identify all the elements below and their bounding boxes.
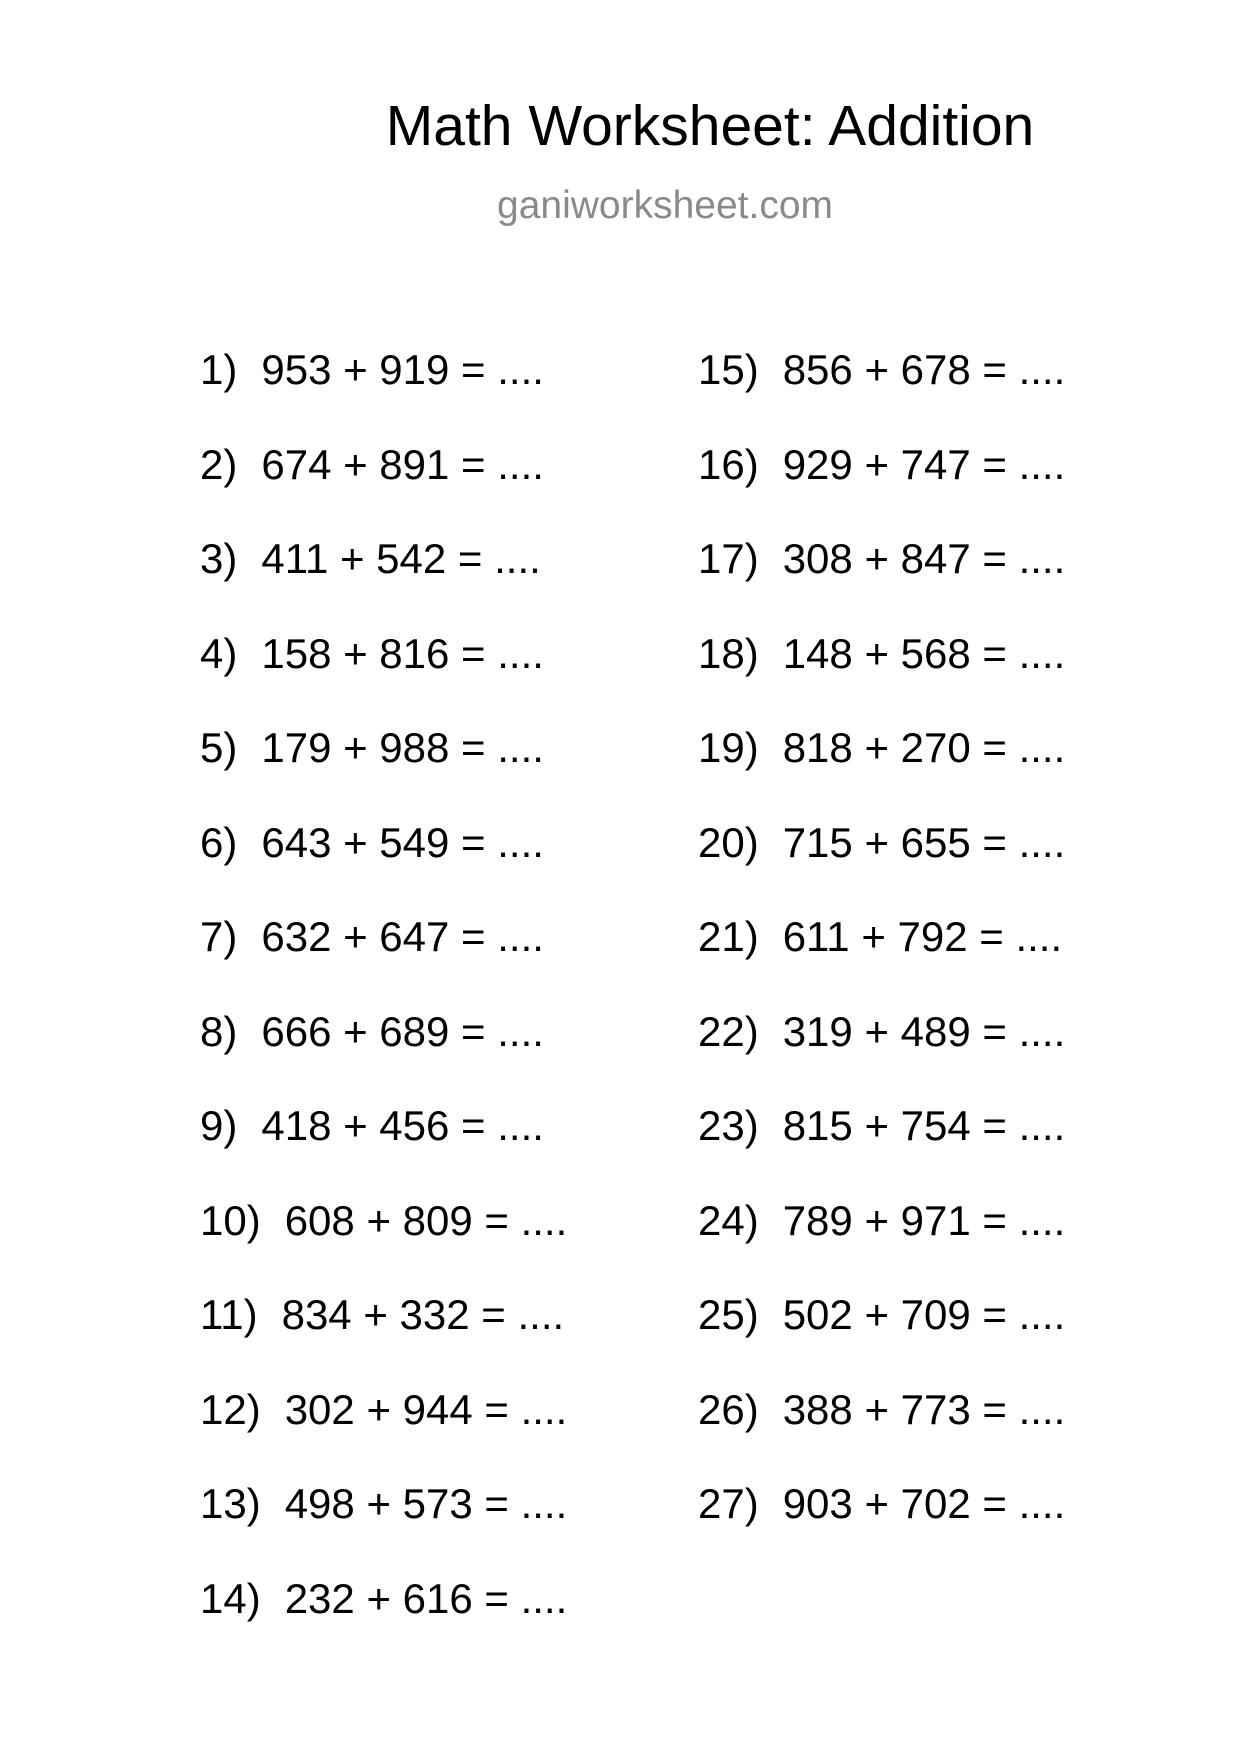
problem-row [698, 1007, 1066, 1106]
problem-number: 1) [200, 346, 238, 393]
problem-expression: 418 + 456 = .... [261, 1102, 544, 1149]
problem-expression: 302 + 944 = .... [284, 1385, 568, 1433]
problem-row [200, 913, 567, 1011]
problem-number: 7) [200, 913, 238, 960]
problem-row [200, 440, 567, 539]
problem-row [200, 1385, 568, 1484]
problem-number: 23) [698, 1102, 759, 1149]
problem-row [698, 1385, 1066, 1484]
source-website: ganiworksheet.com [497, 184, 833, 227]
problem-expression: 815 + 754 = .... [782, 1102, 1066, 1149]
problem-number: 16) [698, 440, 759, 488]
problem-number: 4) [200, 629, 238, 677]
problem-expression: 674 + 891 = .... [261, 440, 544, 488]
problem-row [200, 724, 567, 822]
problem-expression: 856 + 678 = .... [782, 346, 1066, 393]
problem-row [200, 1291, 567, 1389]
problem-row [698, 1102, 1066, 1200]
problem-row [698, 724, 1066, 822]
problem-expression: 903 + 702 = .... [782, 1480, 1066, 1527]
problem-row [698, 818, 1066, 917]
problem-number: 24) [698, 1196, 759, 1244]
problem-expression: 818 + 270 = .... [782, 724, 1066, 771]
problem-column-right [698, 346, 1066, 1578]
problem-number: 6) [200, 818, 238, 866]
problem-row [698, 629, 1066, 728]
problem-expression: 232 + 616 = .... [284, 1574, 568, 1622]
problem-row [200, 818, 567, 917]
problem-expression: 388 + 773 = .... [782, 1385, 1066, 1433]
problem-row [200, 1480, 568, 1578]
problem-row [200, 1007, 567, 1106]
problem-number: 9) [200, 1102, 238, 1149]
problem-number: 20) [698, 818, 759, 866]
problem-expression: 611 + 792 = .... [782, 913, 1063, 960]
problem-row [200, 535, 567, 633]
problem-number: 17) [698, 535, 759, 582]
problem-expression: 643 + 549 = .... [261, 818, 544, 866]
problem-number: 25) [698, 1291, 759, 1338]
problem-expression: 502 + 709 = .... [782, 1291, 1066, 1338]
problem-row [200, 629, 567, 728]
problem-expression: 953 + 919 = .... [261, 346, 544, 393]
problem-expression: 319 + 489 = .... [782, 1007, 1066, 1055]
problem-number: 27) [698, 1480, 759, 1527]
problem-expression: 834 + 332 = .... [281, 1291, 565, 1338]
problem-expression: 179 + 988 = .... [261, 724, 544, 771]
problem-number: 26) [698, 1385, 759, 1433]
problem-row [698, 535, 1066, 633]
problem-row [698, 1196, 1066, 1295]
problem-column-left [200, 346, 568, 1672]
problem-expression: 929 + 747 = .... [782, 440, 1066, 488]
problem-number: 10) [200, 1196, 261, 1244]
problem-number: 19) [698, 724, 759, 771]
problem-number: 8) [200, 1007, 238, 1055]
problem-number: 22) [698, 1007, 759, 1055]
problem-expression: 789 + 971 = .... [782, 1196, 1066, 1244]
problem-row [200, 1574, 568, 1673]
problem-expression: 715 + 655 = .... [782, 818, 1066, 866]
problem-number: 5) [200, 724, 238, 771]
problem-number: 12) [200, 1385, 261, 1433]
problem-expression: 632 + 647 = .... [261, 913, 544, 960]
problem-expression: 498 + 573 = .... [284, 1480, 568, 1527]
problem-expression: 666 + 689 = .... [261, 1007, 544, 1055]
problem-expression: 411 + 542 = .... [261, 535, 541, 582]
problem-number: 14) [200, 1574, 261, 1622]
problem-row [200, 1196, 568, 1295]
problem-number: 2) [200, 440, 238, 488]
problem-expression: 608 + 809 = .... [284, 1196, 568, 1244]
problem-expression: 148 + 568 = .... [782, 629, 1066, 677]
problem-row [698, 1291, 1066, 1389]
problem-row [698, 913, 1065, 1011]
problem-number: 18) [698, 629, 759, 677]
problem-row [200, 1102, 567, 1200]
problem-expression: 308 + 847 = .... [782, 535, 1066, 582]
problem-number: 3) [200, 535, 238, 582]
problem-row [698, 440, 1066, 539]
problem-number: 21) [698, 913, 759, 960]
problem-row [698, 346, 1066, 444]
worksheet-title: Math Worksheet: Addition [385, 94, 1035, 158]
problem-number: 11) [200, 1291, 258, 1338]
problem-row [200, 346, 567, 444]
problem-expression: 158 + 816 = .... [261, 629, 544, 677]
problem-number: 13) [200, 1480, 261, 1527]
problem-number: 15) [698, 346, 759, 393]
problem-row [698, 1480, 1066, 1578]
